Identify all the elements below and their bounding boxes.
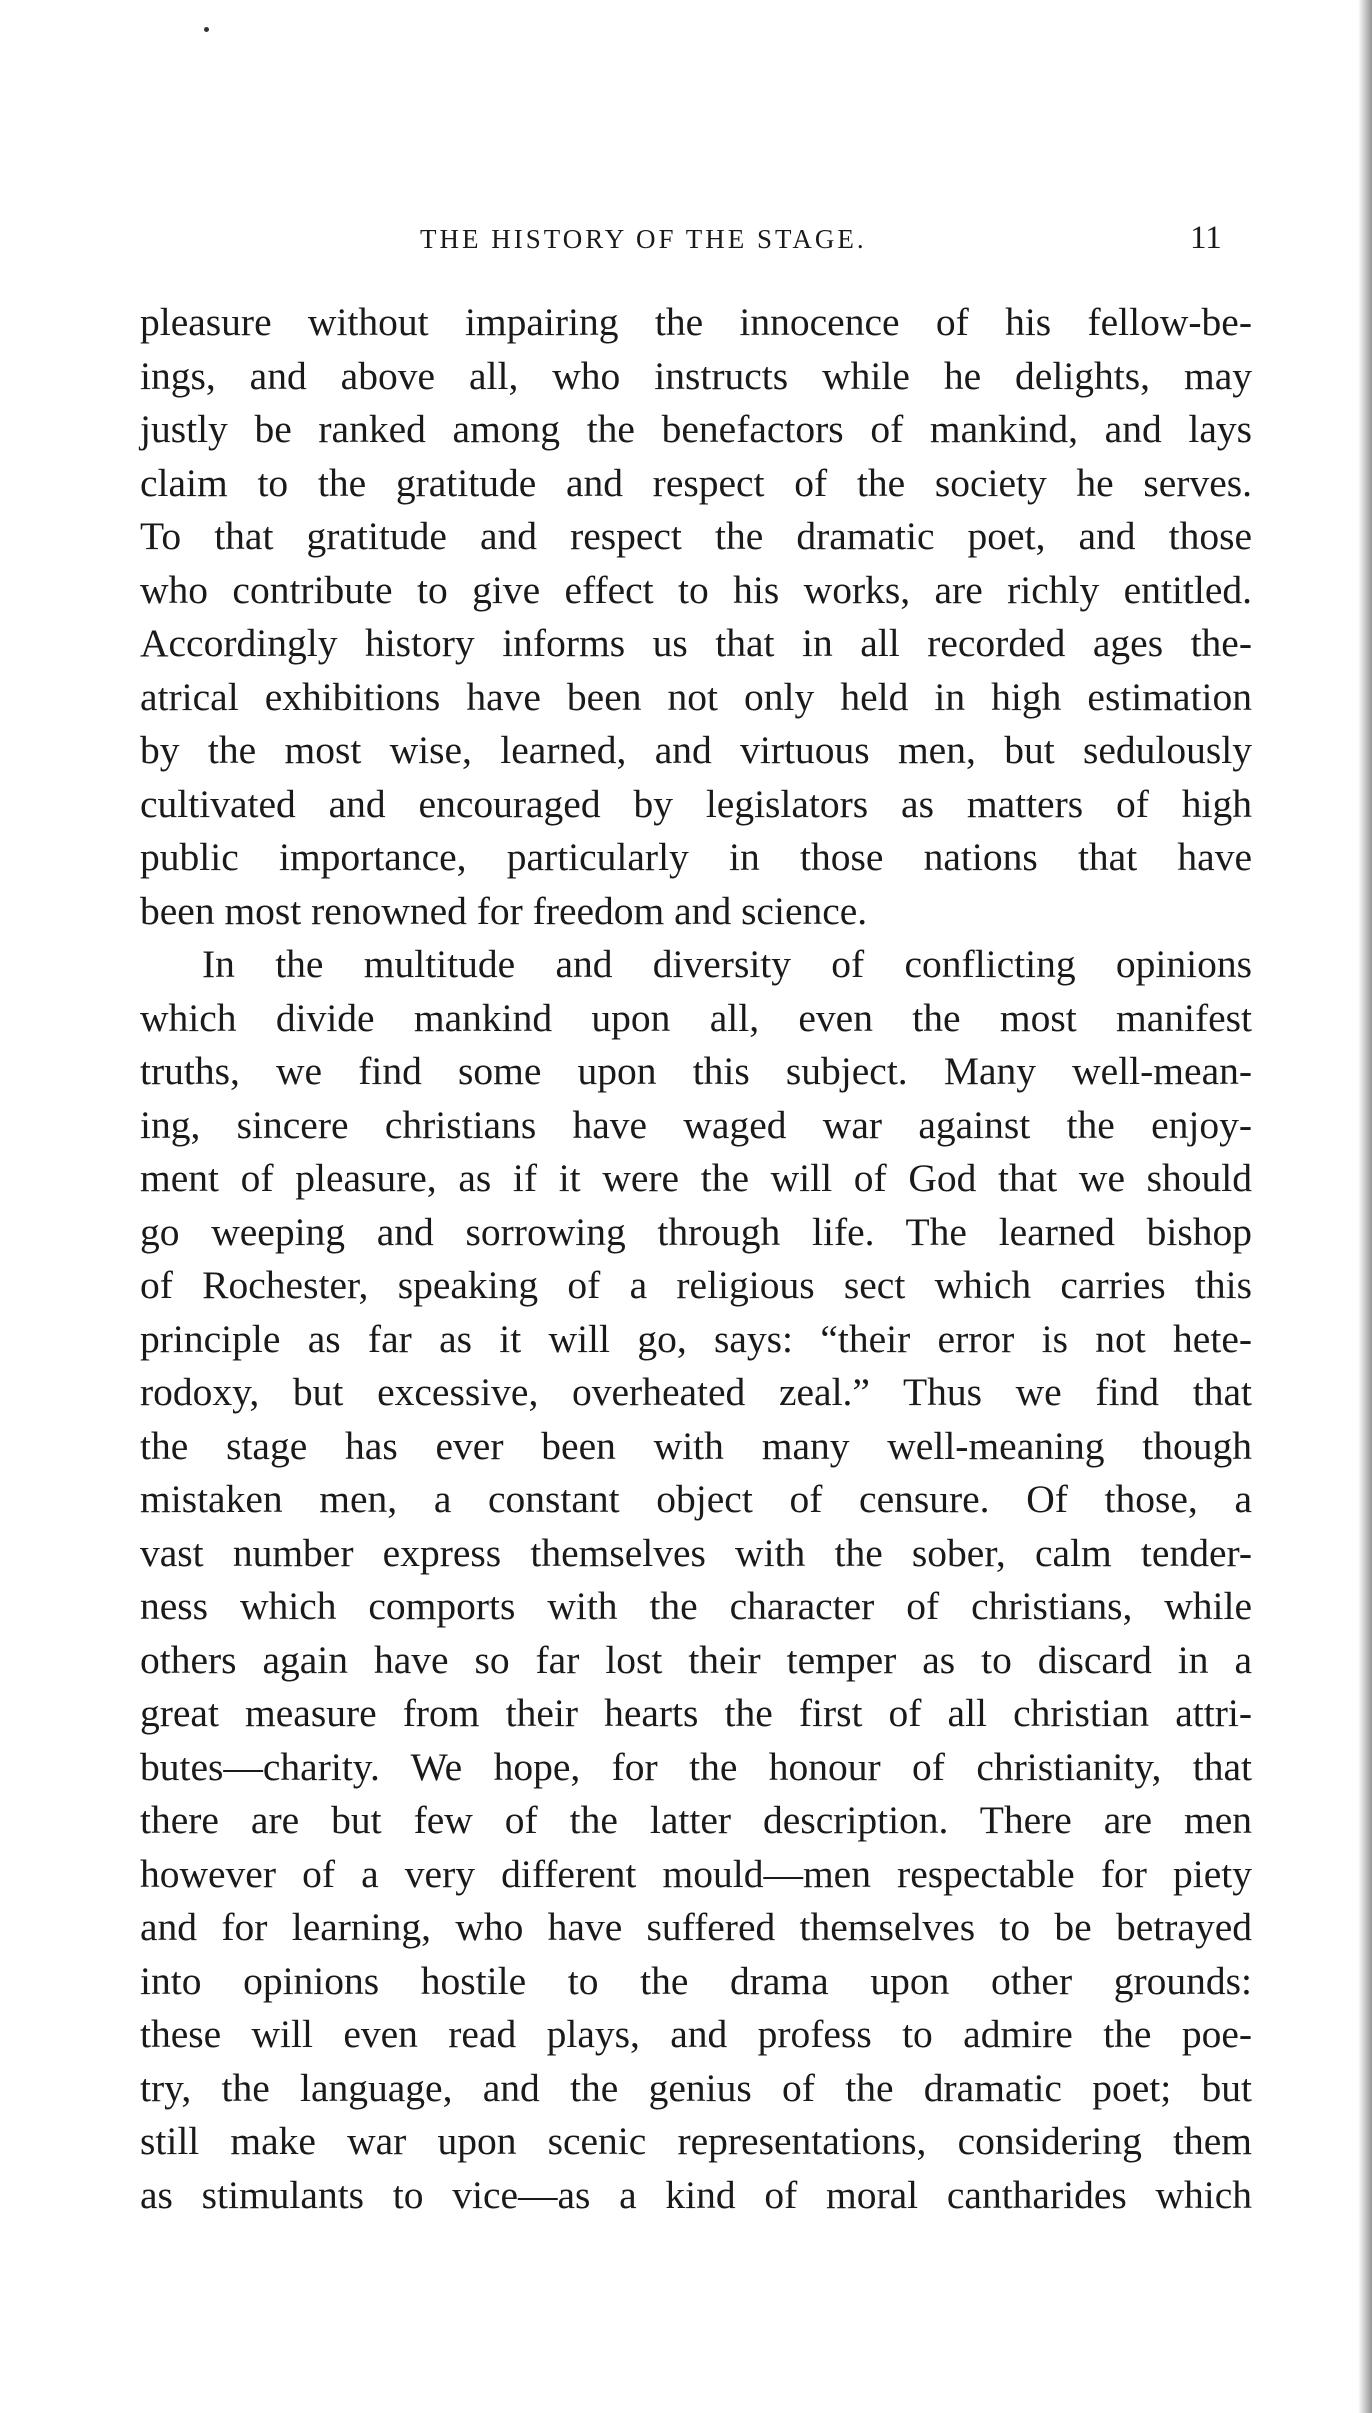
text-line: these will even read plays, and profess to admire the poe- bbox=[140, 2012, 1252, 2056]
text-line: and for learning, who have suffered themselves to be betrayed bbox=[140, 1905, 1252, 1949]
text-line: rodoxy, but excessive, overheated zeal.” Thus we find that bbox=[140, 1370, 1252, 1414]
text-line: principle as far as it will go, says: “their error is not hete- bbox=[140, 1316, 1252, 1361]
text-line: go weeping and sorrowing through life. The learned bishop bbox=[140, 1209, 1252, 1254]
page-number: 11 bbox=[1190, 220, 1222, 256]
text-line: who contribute to give effect to his works, are richly entitled. bbox=[140, 567, 1252, 612]
text-line: ment of pleasure, as if it were the will of God that we should bbox=[140, 1156, 1252, 1200]
text-line: Accordingly history informs us that in all recorded ages the- bbox=[140, 621, 1252, 665]
text-line: justly be ranked among the benefactors of mankind, and lays bbox=[140, 407, 1252, 451]
text-line: truths, we find some upon this subject. Many well-mean- bbox=[140, 1049, 1252, 1093]
text-line: atrical exhibitions have been not only held in high estimation bbox=[140, 674, 1252, 719]
text-line: To that gratitude and respect the dramatic poet, and those bbox=[140, 514, 1252, 558]
text-line: In the multitude and diversity of conflicting opinions bbox=[202, 942, 1252, 986]
text-line: there are but few of the latter description. There are men bbox=[140, 1798, 1252, 1842]
text-line: the stage has ever been with many well-meaning though bbox=[140, 1423, 1252, 1468]
text-line: which divide mankind upon all, even the most manifest bbox=[140, 995, 1252, 1040]
text-line: by the most wise, learned, and virtuous men, but sedulously bbox=[140, 728, 1252, 772]
text-line: great measure from their hearts the first of all christian attri- bbox=[140, 1691, 1252, 1735]
text-line: ness which comports with the character of christians, while bbox=[140, 1584, 1252, 1628]
text-line: still make war upon scenic representations, considering them bbox=[140, 2119, 1252, 2163]
text-line: claim to the gratitude and respect of the society he serves. bbox=[140, 460, 1252, 505]
text-line: been most renowned for freedom and science. bbox=[140, 888, 868, 933]
text-line: mistaken men, a constant object of censure. Of those, a bbox=[140, 1477, 1252, 1521]
text-line: however of a very different mould—men respectable for piety bbox=[140, 1851, 1252, 1896]
text-line: pleasure without impairing the innocence of his fellow-be- bbox=[140, 300, 1252, 344]
text-line: ings, and above all, who instructs while he delights, may bbox=[140, 353, 1252, 398]
page-edge-shadow bbox=[1358, 0, 1372, 2413]
paragraph-2 bbox=[140, 938, 1252, 2222]
text-line: into opinions hostile to the drama upon other grounds: bbox=[140, 1958, 1252, 2003]
text-line: butes—charity. We hope, for the honour of christianity, that bbox=[140, 1744, 1252, 1789]
text-line: others again have so far lost their temper as to discard in a bbox=[140, 1637, 1252, 1682]
text-line: try, the language, and the genius of the dramatic poet; but bbox=[140, 2065, 1252, 2110]
text-line: vast number express themselves with the sober, calm tender- bbox=[140, 1530, 1252, 1575]
text-line: cultivated and encouraged by legislators as matters of high bbox=[140, 781, 1252, 826]
running-head bbox=[150, 220, 1250, 270]
text-line: of Rochester, speaking of a religious sect which carries this bbox=[140, 1263, 1252, 1307]
text-line: public importance, particularly in those nations that have bbox=[140, 835, 1252, 879]
text-line: ing, sincere christians have waged war against the enjoy- bbox=[140, 1102, 1252, 1147]
running-title: THE HISTORY OF THE STAGE. bbox=[420, 224, 867, 254]
paragraph-1 bbox=[140, 296, 1252, 938]
ink-speck bbox=[204, 27, 209, 32]
body-text bbox=[140, 296, 1252, 2222]
text-line: as stimulants to vice—as a kind of moral cantharides which bbox=[140, 2172, 1252, 2217]
